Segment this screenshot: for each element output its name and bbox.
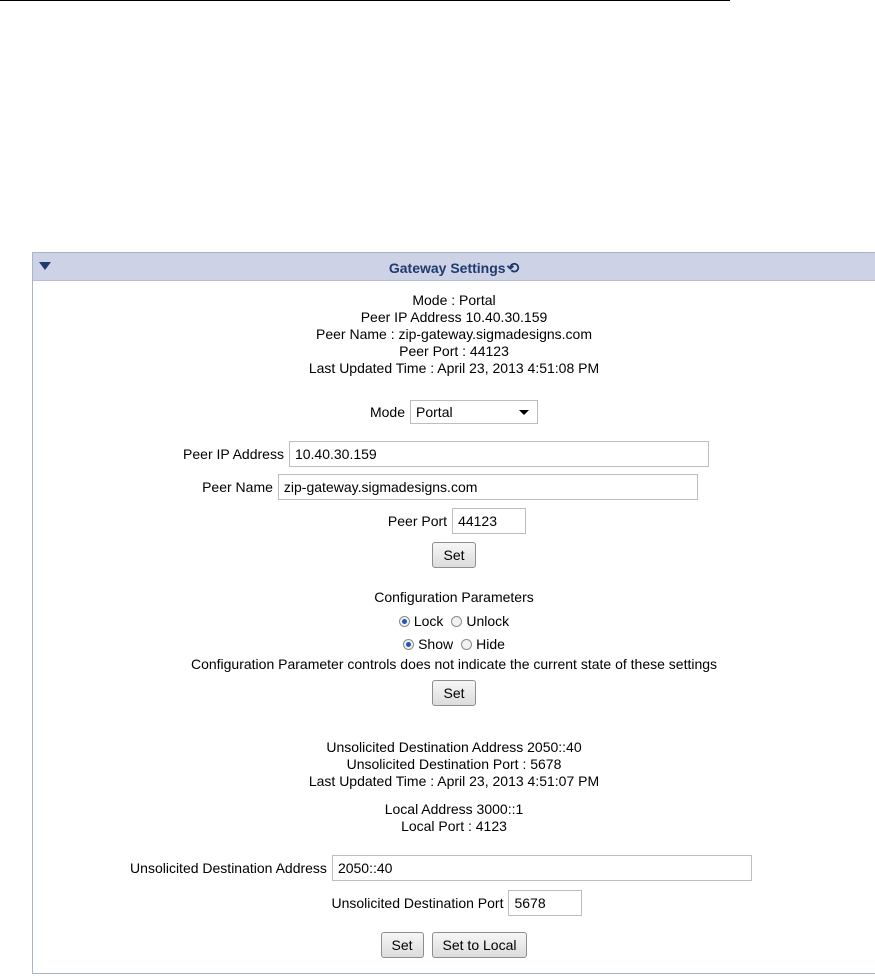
unsolicited-set-button[interactable]: Set [381, 932, 424, 958]
unsolicited-dest-address: Unsolicited Destination Address 2050::40 [326, 739, 582, 755]
show-radio-group [33, 634, 875, 654]
lock-radio-group [33, 611, 875, 631]
unlock-radio[interactable] [451, 616, 462, 627]
mode-row [33, 400, 875, 424]
local-port: Local Port : 4123 [401, 818, 507, 834]
hide-option[interactable] [461, 636, 505, 652]
unsolicited-buttons-row [33, 932, 875, 958]
panel-title: Gateway Settings [388, 260, 506, 276]
mode-select-value: Portal [416, 404, 453, 420]
peer-port-row [39, 508, 875, 534]
dest-address-input[interactable] [332, 855, 752, 881]
set-to-local-button[interactable]: Set to Local [432, 932, 528, 958]
chevron-down-icon [519, 410, 529, 415]
gateway-set-row [33, 542, 875, 568]
config-set-row [33, 680, 875, 706]
peer-port-input[interactable] [452, 508, 526, 534]
panel-header [33, 253, 875, 281]
mode-label: Mode [369, 404, 406, 420]
lock-radio[interactable] [399, 616, 410, 627]
unlock-option[interactable] [451, 613, 509, 629]
dest-port-label: Unsolicited Destination Port [331, 895, 504, 911]
config-title: Configuration Parameters [374, 589, 534, 605]
unsolicited-dest-port: Unsolicited Destination Port : 5678 [346, 756, 562, 772]
panel-title-wrap [33, 259, 875, 277]
mode-select[interactable] [410, 400, 538, 424]
show-radio[interactable] [403, 639, 414, 650]
refresh-icon[interactable]: ⟲ [506, 260, 520, 277]
dest-address-row [7, 855, 875, 881]
peer-name-input[interactable] [278, 474, 698, 500]
status-peer-port: Peer Port : 44123 [399, 343, 509, 359]
peer-ip-input[interactable] [289, 441, 709, 467]
peer-name-row [25, 474, 875, 500]
dest-port-input[interactable] [508, 890, 582, 916]
hide-radio[interactable] [461, 639, 472, 650]
peer-name-label: Peer Name [202, 479, 273, 495]
dest-address-label: Unsolicited Destination Address [130, 860, 327, 876]
top-rule [0, 0, 730, 1]
status-last-updated: Last Updated Time : April 23, 2013 4:51:08 PM [308, 360, 600, 376]
status-peer-name: Peer Name : zip-gateway.sigmadesigns.com [316, 326, 592, 342]
status-peer-ip: Peer IP Address 10.40.30.159 [360, 309, 548, 325]
lock-label: Lock [413, 613, 444, 629]
lock-option[interactable] [399, 613, 444, 629]
unsolicited-last-updated: Last Updated Time : April 23, 2013 4:51:07 PM [308, 773, 600, 789]
config-note: Configuration Parameter controls does not indicate the current state of these settings [190, 656, 718, 672]
show-label: Show [418, 636, 454, 652]
gateway-set-button[interactable]: Set [432, 542, 475, 568]
show-option[interactable] [403, 636, 453, 652]
peer-port-label: Peer Port [387, 513, 448, 529]
config-set-button[interactable]: Set [432, 680, 475, 706]
peer-ip-label: Peer IP Address [183, 446, 284, 462]
hide-label: Hide [476, 636, 505, 652]
gateway-settings-panel [32, 252, 875, 974]
unlock-label: Unlock [466, 613, 510, 629]
dest-port-row [39, 890, 875, 916]
status-mode: Mode : Portal [412, 292, 496, 308]
local-address: Local Address 3000::1 [384, 801, 524, 817]
peer-ip-row [17, 441, 875, 467]
